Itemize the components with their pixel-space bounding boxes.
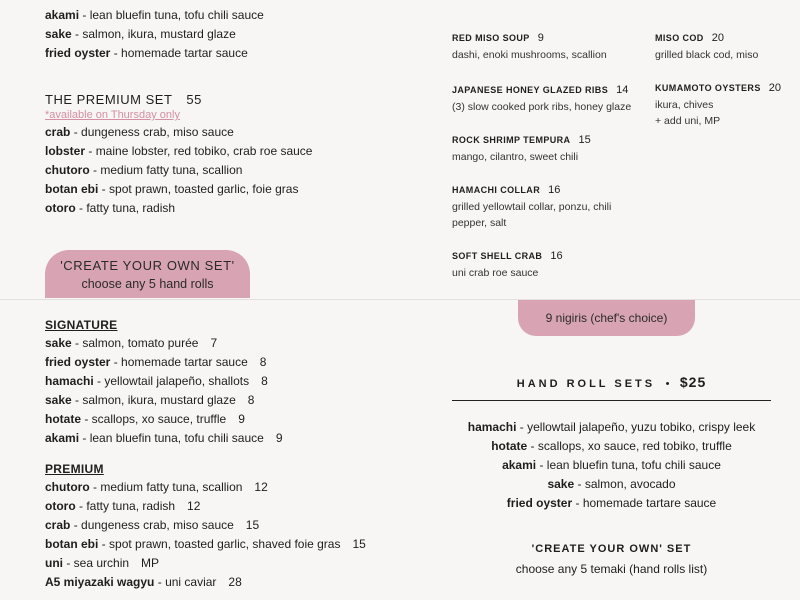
- list-item: crab - dungeness crab, miso sauce: [45, 125, 234, 139]
- menu-item: JAPANESE HONEY GLAZED RIBS 14 (3) slow cooked pork ribs, honey glaze: [452, 84, 632, 113]
- create-set-title: 'CREATE YOUR OWN SET': [60, 258, 235, 273]
- bullet-separator: •: [665, 378, 670, 390]
- list-item: otoro - fatty tuna, radish: [45, 201, 176, 215]
- appetizers-col-1: [452, 32, 647, 281]
- list-item: chutoro - medium fatty tuna, scallion: [45, 163, 243, 177]
- create-own-temaki: [452, 543, 771, 576]
- hand-roll-sets-price: $25: [679, 374, 707, 390]
- premium-set-title: THE PREMIUM SET 55: [45, 92, 202, 107]
- signature-heading: SIGNATURE: [45, 318, 118, 332]
- nigiri-pill-text: 9 nigiris (chef's choice): [545, 311, 668, 325]
- list-item: uni - sea urchin MP: [45, 556, 160, 570]
- create-own-title: 'CREATE YOUR OWN' SET: [531, 543, 692, 555]
- create-set-pill: [45, 250, 250, 298]
- top-items-list: [45, 0, 405, 63]
- list-item: sake - salmon, avocado: [547, 477, 676, 491]
- list-item: hamachi - yellowtail jalapeño, yuzu tobiko, crispy leek: [467, 420, 756, 434]
- list-item: hotate - scallops, xo sauce, red tobiko, truffle: [491, 439, 732, 453]
- menu-item: SOFT SHELL CRAB 16 uni crab roe sauce: [452, 250, 563, 279]
- list-item: crab - dungeness crab, miso sauce 15: [45, 518, 260, 532]
- list-item: sake - salmon, ikura, mustard glaze 8: [45, 393, 255, 407]
- list-item: lobster - maine lobster, red tobiko, crab roe sauce: [45, 144, 313, 158]
- list-item: fried oyster - homemade tartar sauce 8: [45, 355, 267, 369]
- premium-section: [45, 462, 405, 592]
- list-item: botan ebi - spot prawn, toasted garlic, shaved foie gras 15: [45, 537, 366, 551]
- signature-section: [45, 318, 405, 448]
- premium-heading: PREMIUM: [45, 462, 104, 476]
- list-item: hamachi - yellowtail jalapeño, shallots 8: [45, 374, 268, 388]
- list-item: chutoro - medium fatty tuna, scallion 12: [45, 480, 268, 494]
- list-item: akami - lean bluefin tuna, tofu chili sauce 9: [45, 431, 283, 445]
- list-item: A5 miyazaki wagyu - uni caviar 28: [45, 575, 242, 589]
- list-item: hotate - scallops, xo sauce, truffle 9: [45, 412, 245, 426]
- nigiri-pill: [518, 300, 695, 336]
- list-item: fried oyster - homemade tartar sauce: [45, 46, 248, 60]
- menu-item: MISO COD 20 grilled black cod, miso: [655, 32, 759, 61]
- hand-roll-list: [452, 418, 771, 513]
- list-item: akami - lean bluefin tuna, tofu chili sauce: [502, 458, 721, 472]
- section-divider: [452, 400, 771, 401]
- menu-item: KUMAMOTO OYSTERS 20 ikura, chives + add uni, MP: [655, 82, 781, 127]
- list-item: botan ebi - spot prawn, toasted garlic, foie gras: [45, 182, 299, 196]
- list-item: otoro - fatty tuna, radish 12: [45, 499, 201, 513]
- menu-item: RED MISO SOUP 9 dashi, enoki mushrooms, scallion: [452, 32, 607, 61]
- list-item: sake - salmon, tomato purée 7: [45, 336, 218, 350]
- list-item: akami - lean bluefin tuna, tofu chili sauce: [45, 8, 264, 22]
- appetizers-col-2: [655, 32, 795, 129]
- menu-item: HAMACHI COLLAR 16 grilled yellowtail collar, ponzu, chili pepper, salt: [452, 184, 612, 229]
- premium-set-section: [45, 92, 405, 218]
- list-item: sake - salmon, ikura, mustard glaze: [45, 27, 236, 41]
- create-set-subtitle: choose any 5 hand rolls: [81, 277, 214, 291]
- menu-item: ROCK SHRIMP TEMPURA 15 mango, cilantro, sweet chili: [452, 134, 591, 163]
- create-own-desc: choose any 5 temaki (hand rolls list): [515, 562, 708, 576]
- premium-set-note[interactable]: *available on Thursday only: [45, 109, 180, 121]
- hand-roll-sets-heading: HAND ROLL SETS: [516, 378, 656, 390]
- hand-roll-sets-header: [452, 374, 771, 392]
- list-item: fried oyster - homemade tartare sauce: [506, 496, 717, 510]
